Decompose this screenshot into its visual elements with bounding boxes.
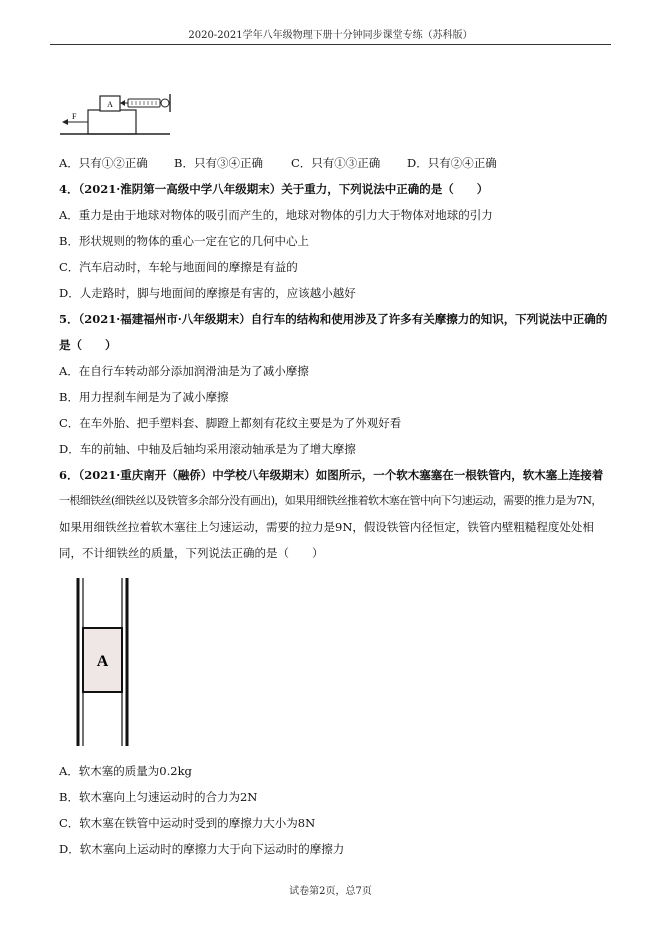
- q6-stem-line4: 同，不计细铁丝的质量，下列说法正确的是（ ）: [59, 546, 324, 560]
- q6-option-a: A．软木塞的质量为0.2kg: [59, 764, 192, 778]
- q6-option-c: C．软木塞在铁管中运动时受到的摩擦力大小为8N: [59, 816, 316, 830]
- q4-option-a: A．重力是由于地球对物体的吸引而产生的，地球对物体的引力大于物体对地球的引力: [59, 208, 493, 222]
- q5-stem-line2: 是（ ）: [59, 338, 117, 352]
- q6-stem-line3: 如果用细铁丝拉着软木塞往上匀速运动，需要的拉力是9N，假设铁管内径恒定，铁管内壁粗糙程度处处相: [59, 520, 594, 534]
- q5-option-a: A．在自行车转动部分添加润滑油是为了减小摩擦: [59, 364, 309, 378]
- q5-stem-line1: 5．（2021·福建福州市·八年级期末）自行车的结构和使用涉及了许多有关摩擦力的知识，下列说法中正确的: [59, 312, 608, 326]
- q5-option-b: B．用力捏刹车闸是为了减小摩擦: [59, 390, 229, 404]
- q3-option-b: B．只有③④正确: [174, 156, 263, 170]
- q4-option-c: C．汽车启动时，车轮与地面间的摩擦是有益的: [59, 260, 298, 274]
- q3-option-a: A．只有①②正确: [59, 156, 148, 170]
- q5-option-d: D．车的前轴、中轴及后轴均采用滚动轴承是为了增大摩擦: [59, 442, 356, 456]
- figure2-block-label: A: [96, 653, 109, 670]
- q3-option-c: C．只有①③正确: [291, 156, 381, 170]
- page-footer: 试卷第2页，总7页: [289, 886, 372, 897]
- q6-stem-line2: 一根细铁丝(细铁丝以及铁管多余部分没有画出)，如果用细铁丝推着软木塞在管中向下匀速运动，需要的推力是为7N，: [59, 494, 602, 507]
- figure1-block-label: A: [107, 100, 113, 109]
- figure-pipe-cork: [70, 576, 140, 748]
- q4-option-d: D．人走路时，脚与地面间的摩擦是有害的，应该越小越好: [59, 286, 356, 300]
- q5-option-c: C．在车外胎、把手塑料套、脚蹬上都刻有花纹主要是为了外观好看: [59, 416, 402, 430]
- figure1-force-label: F: [72, 112, 77, 121]
- q4-stem: 4．（2021·淮阴第一高级中学八年级期末）关于重力，下列说法中正确的是（ ）: [59, 182, 489, 196]
- q6-option-b: B．软木塞向上匀速运动时的合力为2N: [59, 790, 258, 804]
- q3-options: [59, 155, 497, 171]
- q3-option-d: D．只有②④正确: [407, 156, 497, 170]
- q6-option-d: D．软木塞向上运动时的摩擦力大于向下运动时的摩擦力: [59, 842, 345, 856]
- figure-block-spring-scale: [58, 88, 178, 138]
- q4-option-b: B．形状规则的物体的重心一定在它的几何中心上: [59, 234, 309, 248]
- page-header: 2020-2021学年八年级物理下册十分钟同步课堂专练（苏科版）: [50, 26, 611, 45]
- q6-stem-line1: 6．（2021·重庆南开（融侨）中学校八年级期末）如图所示，一个软木塞塞在一根铁管内，软木塞上连接着: [59, 468, 604, 482]
